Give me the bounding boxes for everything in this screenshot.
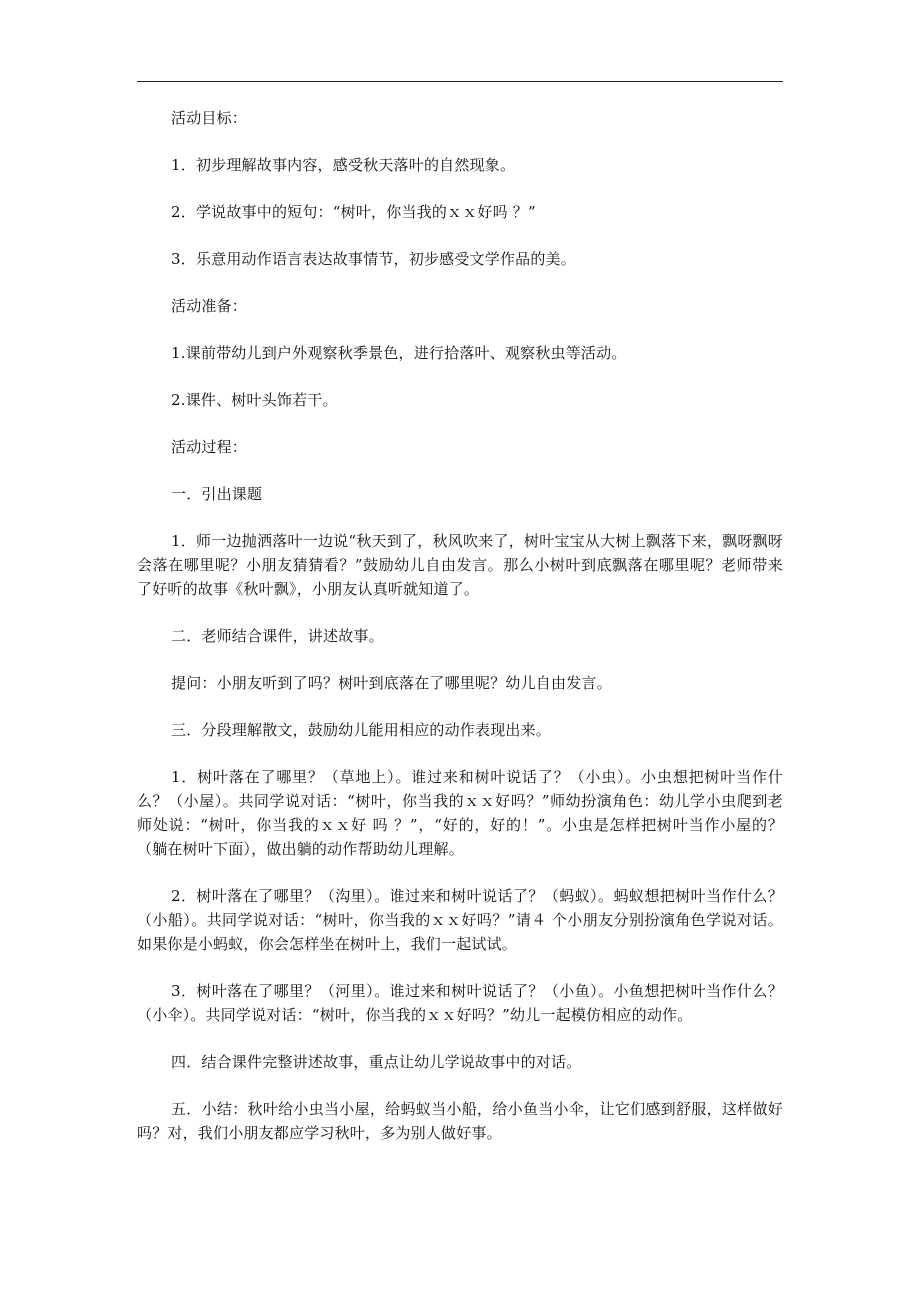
goal-item-1: 1．初步理解故事内容，感受秋天落叶的自然现象。 — [171, 156, 516, 174]
process-step-2-question: 提问：小朋友听到了吗？树叶到底落在了哪里呢？幼儿自由发言。 — [171, 674, 612, 692]
process-step-3-part-1: 1．树叶落在了哪里？（草地上）。谁过来和树叶说话了？（小虫）。小虫想把树叶当作什么？（小屋）。共同学说对话：“树叶，你当我的ｘｘ好吗？”师幼扮演角色：幼儿学小虫爬到老师处说：“树叶，你当我的ｘｘ好 吗 ？”，“好的，好的！”。小虫是怎样把树叶当作小屋的？（躺在树叶下面），做出躺的动作帮助幼儿理解。 — [137, 768, 783, 858]
section-heading-preparation: 活动准备： — [171, 297, 248, 315]
preparation-item-2: 2.课件、树叶头饰若干。 — [171, 391, 338, 409]
goal-item-3: 3．乐意用动作语言表达故事情节，初步感受文学作品的美。 — [171, 250, 576, 268]
section-heading-process: 活动过程： — [171, 438, 248, 456]
process-step-1-detail: 1．师一边抛洒落叶一边说“秋天到了，秋风吹来了，树叶宝宝从大树上飘落下来，飘呀飘呀会落在哪里呢？小朋友猜猜看？”鼓励幼儿自由发言。那么小树叶到底飘落在哪里呢？老师带来了好听的故事《秋叶飘》，小朋友认真听就知道了。 — [137, 532, 783, 598]
process-step-3-heading: 三．分段理解散文，鼓励幼儿能用相应的动作表现出来。 — [171, 721, 552, 739]
document-body — [137, 106, 783, 1168]
process-step-4-heading: 四．结合课件完整讲述故事，重点让幼儿学说故事中的对话。 — [171, 1053, 582, 1071]
section-heading-goals: 活动目标： — [171, 109, 248, 127]
process-step-1-heading: 一．引出课题 — [171, 485, 263, 503]
process-step-3-part-3: 3．树叶落在了哪里？（河里）。谁过来和树叶说话了？（小鱼）。小鱼想把树叶当作什么？（小伞）。共同学说对话：“树叶，你当我的ｘｘ好吗？”幼儿一起模仿相应的动作。 — [137, 982, 783, 1024]
preparation-item-1: 1.课前带幼儿到户外观察秋季景色，进行拾落叶、观察秋虫等活动。 — [171, 344, 627, 362]
goal-item-2: 2．学说故事中的短句：“树叶，你当我的ｘｘ好吗 ？” — [171, 203, 536, 221]
process-step-3-part-2: 2．树叶落在了哪里？（沟里）。谁过来和树叶说话了？（蚂蚁）。蚂蚁想把树叶当作什么？（小船）。共同学说对话：“树叶，你当我的ｘｘ好吗？”请４ 个小朋友分别扮演角色学说对话。如果你是小蚂蚁，你会怎样坐在树叶上，我们一起试试。 — [137, 887, 783, 953]
process-step-2-heading: 二．老师结合课件，讲述故事。 — [171, 627, 384, 645]
header-rule — [137, 81, 783, 82]
process-step-5-summary: 五．小结：秋叶给小虫当小屋，给蚂蚁当小船，给小鱼当小伞，让它们感到舒服，这样做好吗？对，我们小朋友都应学习秋叶，多为别人做好事。 — [137, 1100, 783, 1142]
